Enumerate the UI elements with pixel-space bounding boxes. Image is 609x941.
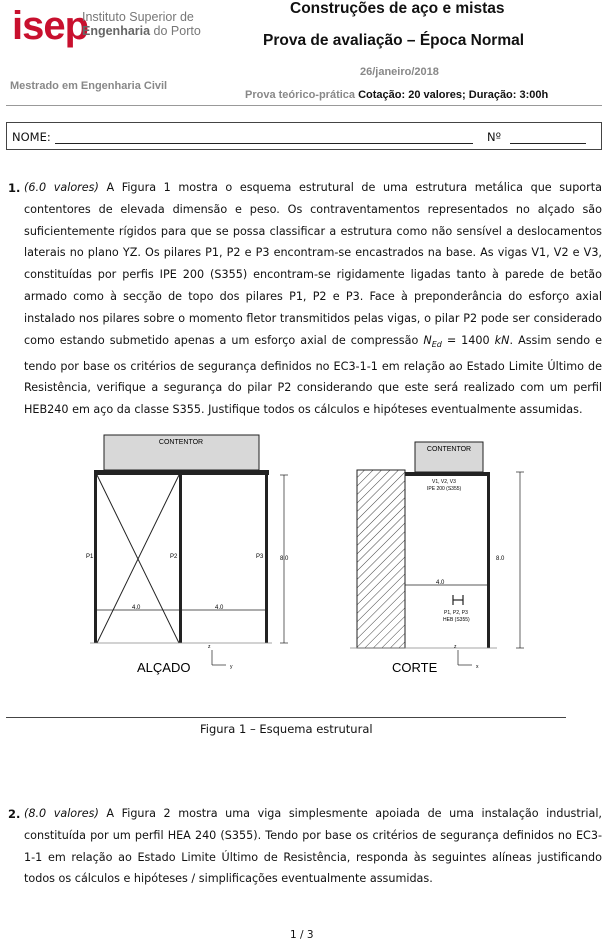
institute-line-2-bold: Engenharia	[82, 24, 151, 38]
isep-logo: isep	[12, 4, 89, 48]
n-ed-value: = 1400	[441, 333, 495, 347]
n-ed-unit: kN	[494, 333, 510, 347]
exam-title: Prova de avaliação – Época Normal	[263, 32, 525, 49]
section-axis-z-label: z	[454, 644, 457, 650]
elevation-view	[86, 435, 289, 675]
label-p2: P2	[170, 554, 178, 560]
section-axis-x-label: x	[476, 664, 479, 670]
question-2-text	[24, 803, 602, 890]
figure-1-structural-scheme	[0, 410, 609, 710]
elevation-container-label: CONTENTOR	[158, 439, 204, 446]
institute-line-2	[82, 24, 201, 38]
elevation-axis-z-label: z	[208, 644, 211, 650]
section-view	[350, 442, 524, 675]
column-label: P1, P2, P3	[444, 610, 468, 616]
section-span-label: 4.0	[436, 580, 445, 586]
column-profile-label: HEB (S355)	[443, 617, 470, 623]
beam-label: V1, V2, V3	[432, 479, 456, 485]
section-column	[487, 476, 490, 648]
question-2-body: A Figura 2 mostra uma viga simplesmente apoiada de uma instalação industrial, constituída por um perfil HEA 240 (S355). Tendo por base os critérios de segurança definidos no EC3-1-1 em relação ao Estado Limite Último de Resistência, responda às seguintes alíneas justificando todos os cálculos e hipóteses / simplificações eventualmente assumidas.	[24, 807, 602, 886]
elevation-view-label: ALÇADO	[137, 660, 191, 675]
name-label: NOME:	[12, 130, 51, 144]
n-ed-symbol	[423, 334, 442, 347]
institute-line-1: Instituto Superior de	[82, 10, 194, 24]
institute-name	[82, 10, 201, 38]
student-info-box	[6, 122, 602, 150]
number-field[interactable]	[510, 143, 586, 144]
concrete-wall	[357, 470, 405, 648]
elevation-span-1-label: 4.0	[132, 605, 141, 611]
program-name: Mestrado em Engenharia Civil	[10, 80, 168, 92]
section-container-label: CONTENTOR	[426, 446, 472, 453]
label-p3: P3	[256, 554, 264, 560]
exam-score-duration: Cotação: 20 valores; Duração: 3:00h	[358, 89, 549, 101]
column-p3	[265, 475, 268, 643]
page-number: 1 / 3	[290, 929, 314, 941]
section-view-label: CORTE	[392, 660, 438, 675]
caption-rule	[6, 717, 566, 718]
question-1-points: (6.0 valores)	[24, 181, 99, 194]
section-top-beam	[405, 472, 490, 476]
question-1-text	[24, 177, 602, 421]
institute-line-2-rest: do Porto	[150, 24, 201, 38]
elevation-top-beam	[94, 470, 269, 475]
question-2-number: 2.	[8, 807, 21, 821]
exam-details	[245, 89, 548, 101]
question-2-points: (8.0 valores)	[24, 807, 99, 820]
name-field[interactable]	[55, 143, 473, 144]
question-1-number: 1.	[8, 181, 21, 195]
figure-1-caption: Figura 1 – Esquema estrutural	[200, 722, 373, 736]
header-divider	[6, 105, 602, 106]
question-1-body-a: A Figura 1 mostra o esquema estrutural de uma estrutura metálica que suporta contentores de elevada dimensão e peso. Os contraventamentos representados no alçado são suficientemente rígidos para que se possa classificar a estrutura como não sensível a deslocamentos laterais no plano YZ. Os pilares P1, P2 e P3 encontram-se encastrados na base. As vigas V1, V2 e V3, constituídas por perfis IPE 200 (S355) encontram-se rigidamente ligadas tanto à parede de betão armado como à secção de topo dos pilares P1, P2 e P3. Face à preponderância do esforço axial instalado nos pilares sobre o momento fletor transmitidos pelas vigas, o pilar P2 pode ser considerado como estando submetido apenas a um esforço axial de compressão	[24, 181, 602, 347]
elevation-height-label: 8.0	[280, 556, 289, 562]
elevation-span-2-label: 4.0	[215, 605, 224, 611]
section-height-label: 8.0	[496, 556, 505, 562]
elevation-axis-y-label: y	[230, 664, 233, 670]
course-title: Construções de aço e mistas	[290, 0, 505, 17]
label-p1: P1	[86, 554, 94, 560]
heb-section-icon	[453, 595, 463, 605]
column-p1	[94, 475, 97, 643]
exam-type: Prova teórico-prática	[245, 89, 356, 101]
n-symbol: N	[423, 333, 432, 347]
exam-date: 26/janeiro/2018	[360, 66, 439, 78]
column-p2	[179, 475, 182, 643]
question-1-body-b: . Assim sendo e tendo por base os critérios de segurança definidos no EC3-1-1 em relação ao Estado Limite Último de Resistência, verifique a segurança do pilar P2 considerando que este será realizado com um perfil HEB240 em aço da classe S355. Justifique todos os cálculos e hipóteses eventualmente assumidas.	[24, 333, 602, 417]
beam-profile-label: IPE 200 (S355)	[427, 486, 462, 492]
number-label: Nº	[487, 130, 502, 144]
n-ed-subscript: Ed	[431, 339, 442, 349]
